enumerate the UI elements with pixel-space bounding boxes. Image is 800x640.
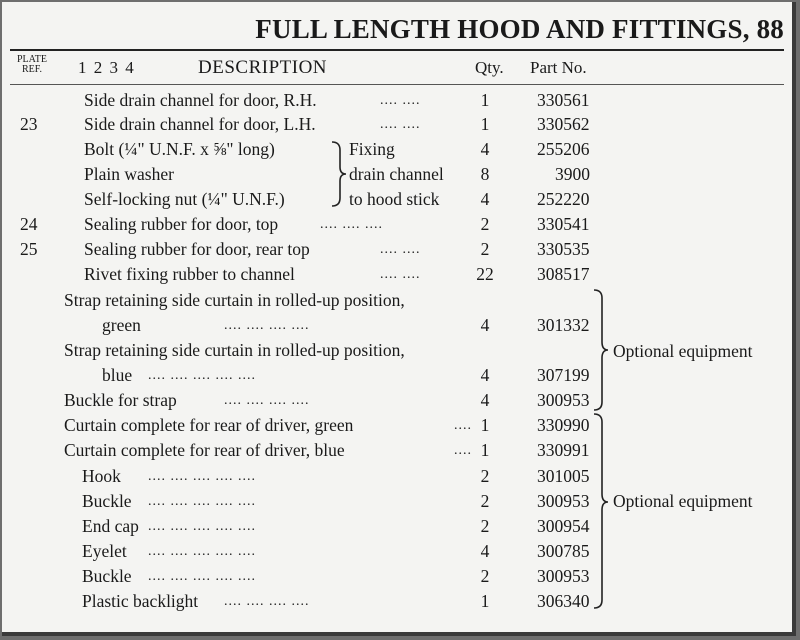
parts-catalogue-page bbox=[2, 2, 796, 636]
plate-ref: 25 bbox=[20, 239, 38, 259]
description: Strap retaining side curtain in rolled-up position, bbox=[64, 290, 405, 310]
leader-dots: .... .... .... bbox=[320, 217, 383, 232]
leader-dots: .... .... .... .... .... bbox=[148, 494, 256, 509]
quantity: 2 bbox=[480, 466, 490, 486]
quantity: 22 bbox=[476, 264, 494, 284]
optional-equipment-note-straps: Optional equipment bbox=[613, 341, 753, 361]
fixing-brace bbox=[332, 142, 346, 206]
page-title: FULL LENGTH HOOD AND FITTINGS, 88 bbox=[255, 14, 784, 44]
description: Rivet fixing rubber to channel bbox=[84, 264, 295, 284]
leader-dots: .... .... .... .... bbox=[224, 594, 310, 609]
leader-dots: .... .... .... .... .... bbox=[148, 368, 256, 383]
description: Plain washer bbox=[84, 164, 174, 184]
part-number: 301332 bbox=[537, 315, 590, 335]
part-number: 307199 bbox=[537, 365, 590, 385]
part-number: 300953 bbox=[537, 390, 590, 410]
description: Sealing rubber for door, rear top bbox=[84, 239, 310, 259]
part-number: 330562 bbox=[537, 114, 590, 134]
description: Side drain channel for door, L.H. bbox=[84, 114, 316, 134]
quantity: 8 bbox=[480, 164, 490, 184]
leader-dots: .... .... .... .... .... bbox=[148, 519, 256, 534]
description: Plastic backlight bbox=[82, 591, 199, 611]
part-number: 300953 bbox=[537, 491, 590, 511]
description: Side drain channel for door, R.H. bbox=[84, 90, 317, 110]
header-description: DESCRIPTION bbox=[198, 57, 328, 78]
description: Eyelet bbox=[82, 541, 127, 561]
description: Buckle bbox=[82, 566, 132, 586]
plate-ref: 24 bbox=[20, 214, 38, 234]
header-plate-ref-line1: PLATE bbox=[17, 54, 47, 65]
description: Strap retaining side curtain in rolled-up position, bbox=[64, 340, 405, 360]
description: blue bbox=[102, 365, 133, 385]
leader-dots: .... .... bbox=[380, 93, 421, 108]
part-number: 330535 bbox=[537, 239, 590, 259]
part-number: 308517 bbox=[537, 264, 590, 284]
leader-dots: .... .... .... .... bbox=[224, 318, 310, 333]
quantity: 2 bbox=[480, 516, 490, 536]
leader-dots: .... .... bbox=[380, 242, 421, 257]
part-number: 300785 bbox=[537, 541, 590, 561]
leader-dots: .... .... .... .... .... bbox=[148, 544, 256, 559]
quantity: 4 bbox=[480, 541, 490, 561]
part-number: 252220 bbox=[537, 189, 590, 209]
quantity: 1 bbox=[480, 415, 490, 435]
part-number: 330991 bbox=[537, 440, 590, 460]
quantity: 4 bbox=[480, 365, 490, 385]
leader-dots: .... .... bbox=[380, 117, 421, 132]
grouping-braces bbox=[2, 2, 792, 632]
header-qty: Qty. bbox=[475, 58, 504, 77]
optional-brace-straps bbox=[594, 290, 608, 410]
part-number: 255206 bbox=[537, 139, 590, 159]
quantity: 2 bbox=[480, 491, 490, 511]
quantity: 4 bbox=[480, 315, 490, 335]
description: Self-locking nut (¼" U.N.F.) bbox=[84, 189, 285, 209]
leader-dots: .... bbox=[454, 418, 472, 433]
description: End cap bbox=[82, 516, 139, 536]
plate-ref: 23 bbox=[20, 114, 38, 134]
part-number: 330561 bbox=[537, 90, 590, 110]
header-columns-1234: 1 2 3 4 bbox=[78, 58, 134, 77]
part-number: 301005 bbox=[537, 466, 590, 486]
leader-dots: .... bbox=[454, 443, 472, 458]
part-number: 306340 bbox=[537, 591, 590, 611]
header-part-no: Part No. bbox=[530, 58, 587, 77]
description: Buckle bbox=[82, 491, 132, 511]
part-number: 330990 bbox=[537, 415, 590, 435]
quantity: 4 bbox=[480, 189, 490, 209]
quantity: 1 bbox=[480, 440, 490, 460]
optional-brace-curtain bbox=[594, 414, 608, 608]
quantity: 1 bbox=[480, 114, 490, 134]
quantity: 1 bbox=[480, 90, 490, 110]
fixing-note-line3: to hood stick bbox=[349, 189, 440, 209]
description: Hook bbox=[82, 466, 121, 486]
leader-dots: .... .... .... .... .... bbox=[148, 569, 256, 584]
quantity: 4 bbox=[480, 390, 490, 410]
optional-equipment-note-curtain: Optional equipment bbox=[613, 491, 753, 511]
leader-dots: .... .... .... .... bbox=[224, 393, 310, 408]
quantity: 2 bbox=[480, 566, 490, 586]
quantity: 1 bbox=[480, 591, 490, 611]
fixing-note-line1: Fixing bbox=[349, 139, 395, 159]
part-number: 3900 bbox=[555, 164, 590, 184]
header-plate-ref-line2: REF. bbox=[21, 64, 43, 75]
description: Buckle for strap bbox=[64, 390, 177, 410]
part-number: 300954 bbox=[537, 516, 590, 536]
quantity: 2 bbox=[480, 239, 490, 259]
leader-dots: .... .... .... .... .... bbox=[148, 469, 256, 484]
description: green bbox=[102, 315, 141, 335]
part-number: 300953 bbox=[537, 566, 590, 586]
quantity: 2 bbox=[480, 214, 490, 234]
leader-dots: .... .... bbox=[380, 267, 421, 282]
description: Bolt (¼" U.N.F. x ⅝" long) bbox=[84, 139, 275, 159]
description: Curtain complete for rear of driver, blue bbox=[64, 440, 345, 460]
fixing-note-line2: drain channel bbox=[349, 164, 444, 184]
part-number: 330541 bbox=[537, 214, 590, 234]
quantity: 4 bbox=[480, 139, 490, 159]
description: Sealing rubber for door, top bbox=[84, 214, 279, 234]
description: Curtain complete for rear of driver, green bbox=[64, 415, 354, 435]
